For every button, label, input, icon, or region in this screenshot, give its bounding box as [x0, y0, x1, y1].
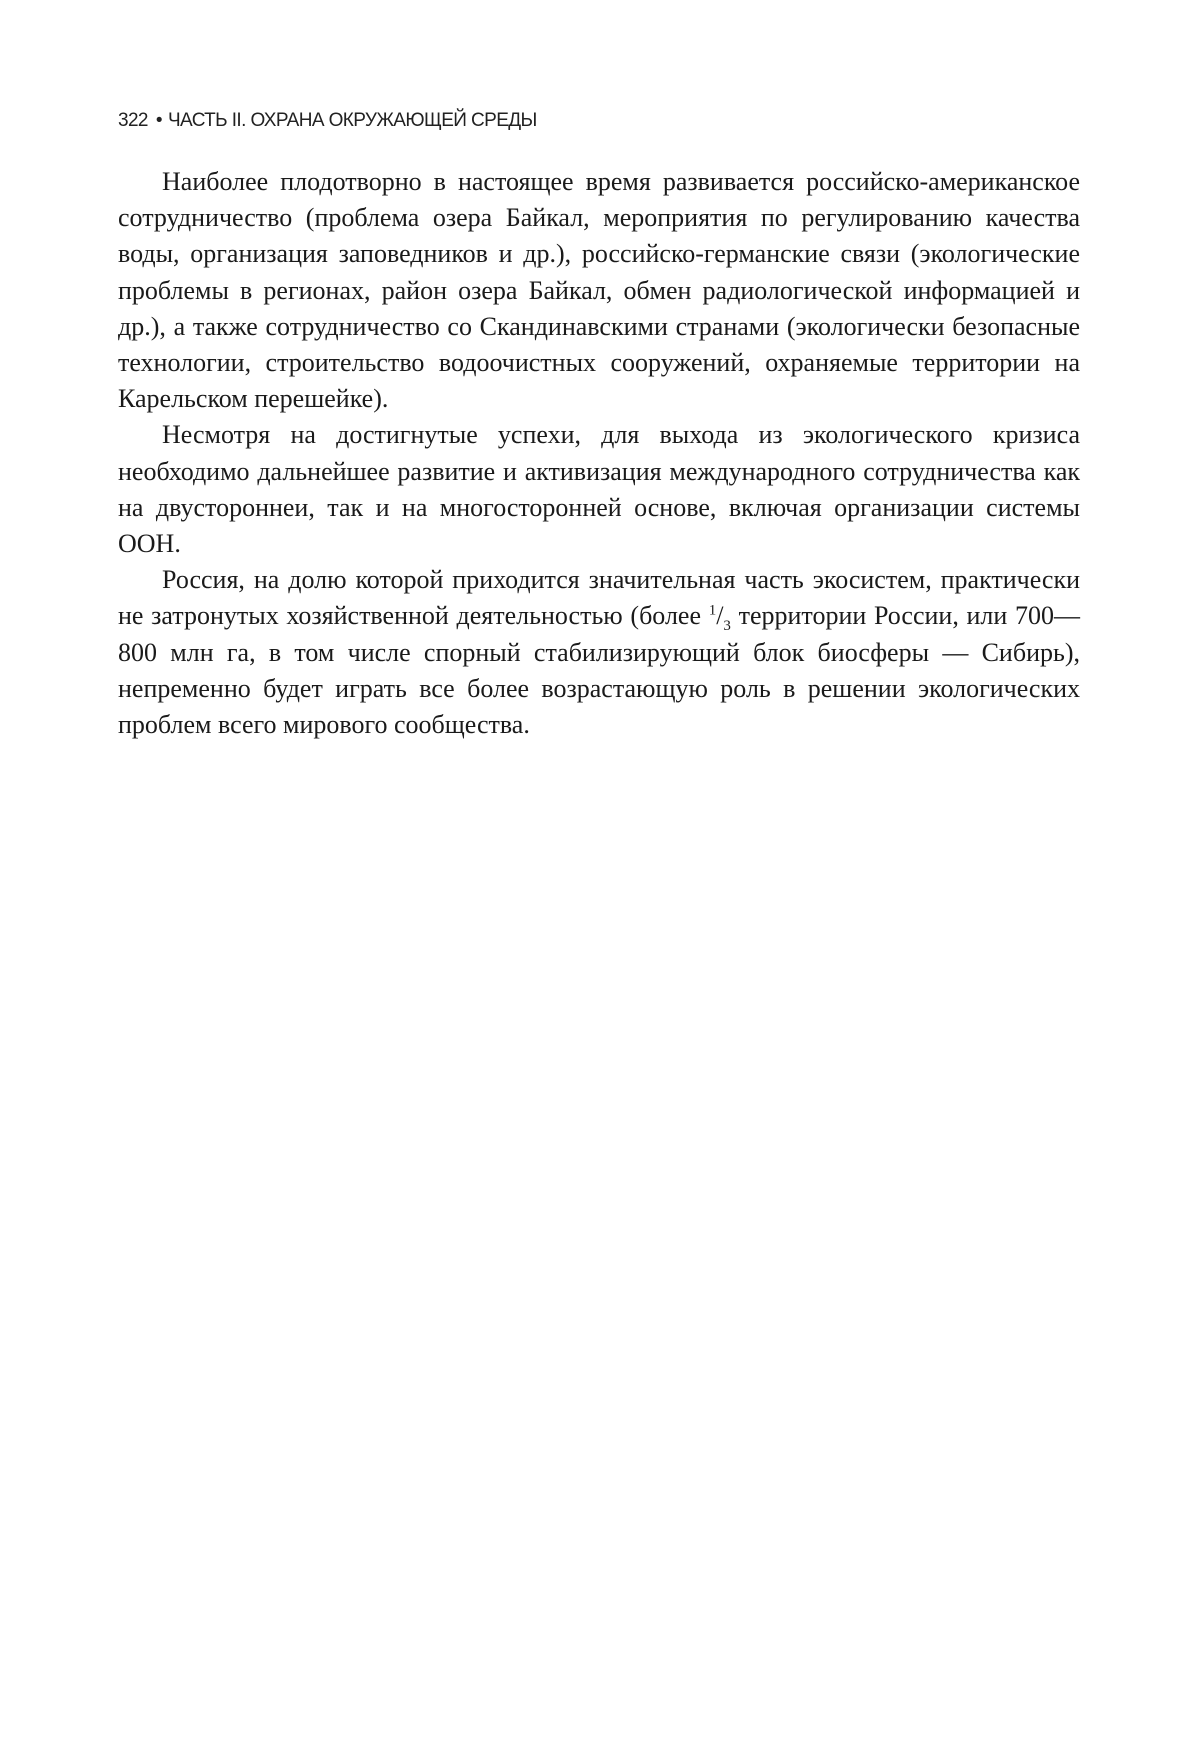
paragraph-russia-role-start: Россия, на долю которой приходится значительная часть экосистем, практически не затронутых хозяйственной деятельностью (более [118, 565, 1080, 631]
page-number: 322 [118, 110, 148, 131]
bullet-separator: • [155, 110, 162, 131]
paragraph-russia-role-end: территории России, или 700—800 млн га, в том числе спорный стабилизирующий блок биосферы — Сибирь), непременно будет играть все более возрастающую роль в решении экологических проблем всего мирового сообщества. [118, 601, 1080, 740]
running-head [118, 110, 1080, 132]
body-text [118, 164, 1080, 743]
paragraph-russia-role [118, 562, 1080, 743]
fraction-numerator: 1 [708, 602, 717, 619]
fraction-one-third: $^1/_3$ [708, 601, 731, 635]
fraction-denominator: 3 [723, 618, 731, 635]
paragraph-crisis: Несмотря на достигнутые успехи, для выхода из экологического кризиса необходимо дальнейшее развитие и активизация международного сотрудничества как на двустороннеи, так и на многосторонней основе, включая организации системы ООН. [118, 420, 1080, 559]
paragraph-cooperation: Наиболее плодотворно в настоящее время развивается российско-американское сотрудничество (проблема озера Байкал, мероприятия по регулированию качества воды, организация заповедников и др.), российско-германские связи (экологические проблемы в регионах, район озера Байкал, обмен радиологической информацией и др.), а также сотрудничество со Скандинавскими странами (экологически безопасные технологии, строительство водоочистных сооружений, охраняемые территории на Карельском перешейке). [118, 167, 1080, 414]
book-page [118, 110, 1080, 743]
section-title: ЧАСТЬ II. ОХРАНА ОКРУЖАЮЩЕЙ СРЕДЫ [167, 110, 537, 131]
